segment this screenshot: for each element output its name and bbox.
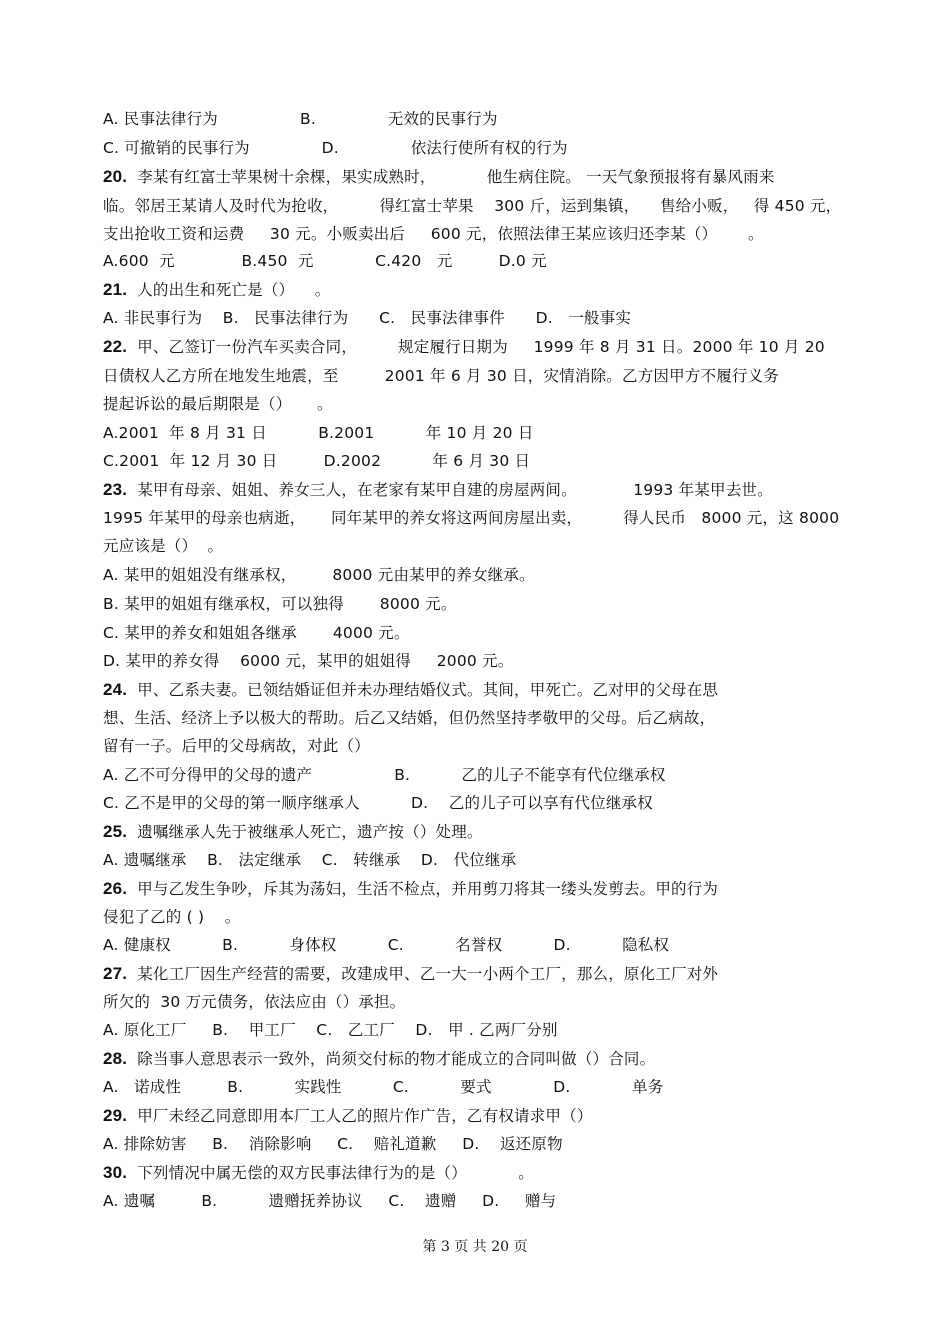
text-line: 提起诉讼的最后期限是（） 。 [103,395,333,413]
text-line: 想、生活、经济上予以极大的帮助。后乙又结婚，但仍然坚持孝敬甲的父母。后乙病故， [103,709,716,727]
text-line: A.2001 年 8 月 31 日 B.2001 年 10 月 20 日 [103,424,534,442]
question-28: 28. 除当事人意思表示一致外，尚须交付标的物才能成立的合同叫做（）合同。 [103,1049,656,1068]
question-number: 22. [103,337,128,356]
question-number: 24. [103,680,128,699]
question-22: 22. 甲、乙签订一份汽车买卖合同， 规定履行日期为 1999 年 8 月 31 日。2000 年 10 月 20 [103,337,825,356]
text-line: 临。邻居王某请人及时代为抢收， 得红富士苹果 300 斤，运到集镇， 售给小贩， 得 450 元， [103,197,842,215]
text-line: C. 可撤销的民事行为 D. 依法行使所有权的行为 [103,139,568,157]
question-number: 26. [103,879,128,898]
text-line: A. 某甲的姐姐没有继承权， 8000 元由某甲的养女继承。 [103,566,535,584]
question-number: 23. [103,480,128,499]
text-line: C.2001 年 12 月 30 日 D.2002 年 6 月 30 日 [103,452,531,470]
text-line: A. 乙不可分得甲的父母的遗产 B. 乙的儿子不能享有代位继承权 [103,766,666,784]
text-line: 元应该是（） 。 [103,537,224,555]
text-line: 侵犯了乙的 ( ) 。 [103,908,241,926]
question-30: 30. 下列情况中属无偿的双方民事法律行为的是（） 。 [103,1163,534,1182]
text-line: A. 诺成性 B. 实践性 C. 要式 D. 单务 [103,1078,664,1096]
text-line: A. 原化工厂 B. 甲工厂 C. 乙工厂 D. 甲 . 乙两厂分别 [103,1021,558,1039]
question-26: 26. 甲与乙发生争吵，斥其为荡妇，生活不检点，并用剪刀将其一缕头发剪去。甲的行为 [103,879,719,898]
text-line: A. 排除妨害 B. 消除影响 C. 赔礼道歉 D. 返还原物 [103,1135,563,1153]
question-number: 29. [103,1106,128,1125]
text-line: B. 某甲的姐姐有继承权，可以独得 8000 元。 [103,595,457,613]
text-line: 1995 年某甲的母亲也病逝， 同年某甲的养女将这两间房屋出卖， 得人民币 8000 元，这 8000 [103,509,840,527]
question-20: 20. 李某有红富士苹果树十余棵，果实成熟时， 他生病住院。 一天气象预报将有暴风雨来 [103,167,775,186]
question-number: 21. [103,280,128,299]
question-number: 28. [103,1049,128,1068]
text-line: A. 遗嘱 B. 遗赠抚养协议 C. 遗赠 D. 赠与 [103,1192,557,1210]
page-footer: 第 3 页 共 20 页 [422,1239,528,1255]
question-23: 23. 某甲有母亲、姐姐、养女三人，在老家有某甲自建的房屋两间。 1993 年某甲去世。 [103,480,773,499]
text-line: A.600 元 B.450 元 C.420 元 D.0 元 [103,252,547,270]
question-29: 29. 甲厂未经乙同意即用本厂工人乙的照片作广告，乙有权请求甲（） [103,1106,593,1125]
text-line: 所欠的 30 万元债务，依法应由（）承担。 [103,993,406,1011]
question-27: 27. 某化工厂因生产经营的需要，改建成甲、乙一大一小两个工厂，那么，原化工厂对外 [103,964,719,983]
text-line: C. 某甲的养女和姐姐各继承 4000 元。 [103,624,410,642]
question-24: 24. 甲、乙系夫妻。已领结婚证但并未办理结婚仪式。其间，甲死亡。乙对甲的父母在思 [103,680,719,699]
question-25: 25. 遗嘱继承人先于被继承人死亡，遗产按（）处理。 [103,822,483,841]
text-line: 日债权人乙方所在地发生地震，至 2001 年 6 月 30 日，灾情消除。乙方因甲方不履行义务 [103,367,780,385]
question-21: 21. 人的出生和死亡是（） 。 [103,280,331,299]
text-line: A. 遗嘱继承 B. 法定继承 C. 转继承 D. 代位继承 [103,851,517,869]
text-line: D. 某甲的养女得 6000 元，某甲的姐姐得 2000 元。 [103,652,514,670]
text-line: C. 乙不是甲的父母的第一顺序继承人 D. 乙的儿子可以享有代位继承权 [103,794,653,812]
question-number: 25. [103,822,128,841]
question-number: 27. [103,964,128,983]
text-line: A. 健康权 B. 身体权 C. 名誉权 D. 隐私权 [103,936,670,954]
text-line: A. 民事法律行为 B. 无效的民事行为 [103,110,498,128]
text-line: 留有一子。后甲的父母病故，对此（） [103,737,370,755]
question-number: 20. [103,167,128,186]
text-line: 支出抢收工资和运费 30 元。小贩卖出后 600 元，依照法律王某应该归还李某（） 。 [103,225,764,243]
question-number: 30. [103,1163,128,1182]
text-line: A. 非民事行为 B. 民事法律行为 C. 民事法律事件 D. 一般事实 [103,309,632,327]
